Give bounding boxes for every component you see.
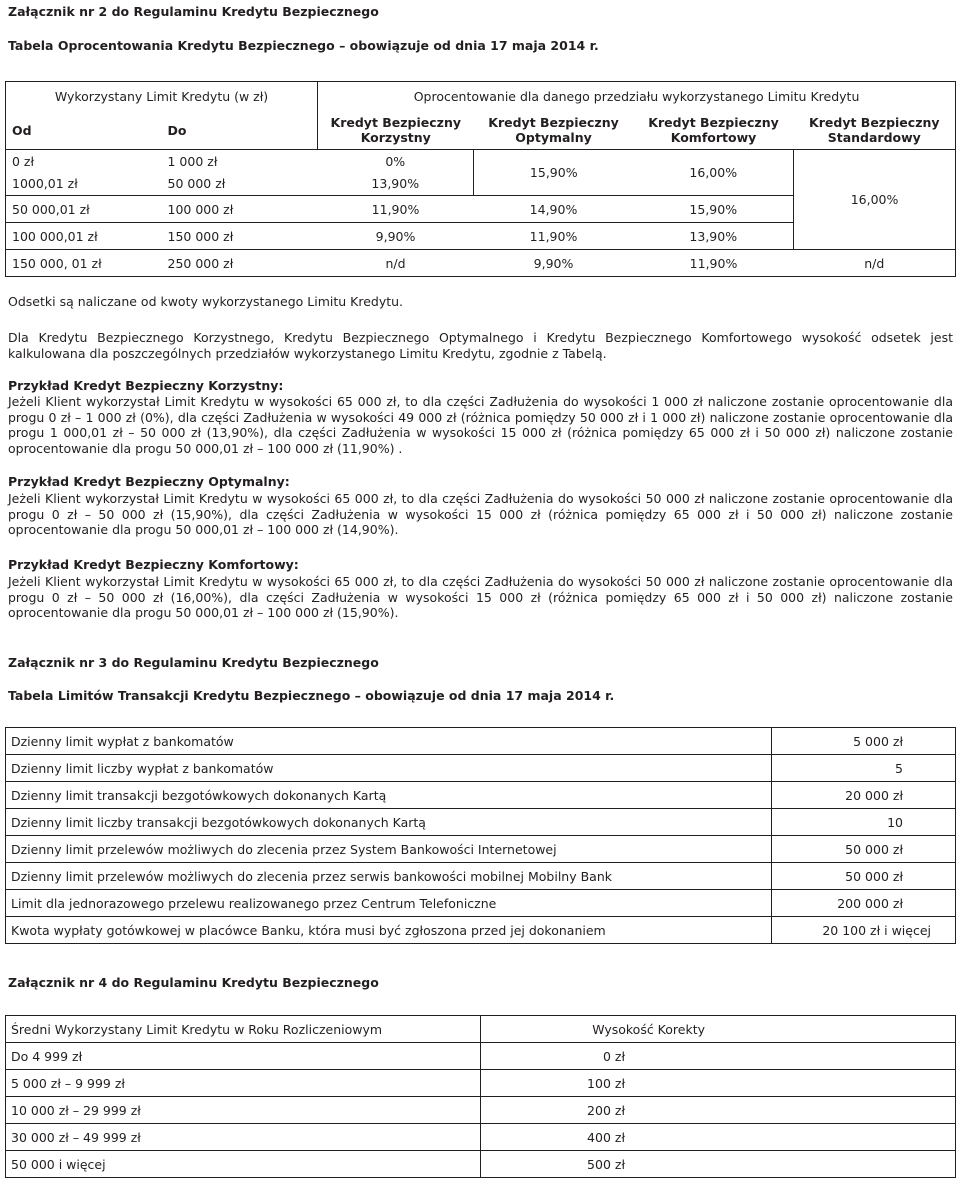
row-od: 1000,01 zł	[6, 173, 162, 196]
limit-value: 5	[772, 755, 956, 782]
row-standardowy: n/d	[794, 250, 956, 277]
table-row	[6, 782, 956, 809]
table-row	[6, 1097, 956, 1124]
row-optymalny: 9,90%	[474, 250, 634, 277]
limit-value: 200 000 zł	[772, 890, 956, 917]
optymalny-merged: 15,90%	[474, 150, 634, 196]
row-do: 50 000 zł	[162, 173, 318, 196]
avg-limit: 10 000 zł – 29 999 zł	[6, 1097, 481, 1124]
limit-value: 20 100 zł i więcej	[772, 917, 956, 944]
table-row	[6, 809, 956, 836]
row-korzystny: 13,90%	[318, 173, 474, 196]
row-od: 0 zł	[6, 150, 162, 173]
row-komfortowy: 13,90%	[634, 223, 794, 250]
limit-label: Dzienny limit wypłat z bankomatów	[6, 728, 772, 755]
row-do: 250 000 zł	[162, 250, 318, 277]
limit-label: Dzienny limit przelewów możliwych do zlecenia przez System Bankowości Internetowej	[6, 836, 772, 863]
table-row	[6, 917, 956, 944]
avg-limit: Do 4 999 zł	[6, 1043, 481, 1070]
row-optymalny: 14,90%	[474, 196, 634, 223]
row-do: 100 000 zł	[162, 196, 318, 223]
standardowy-merged: 16,00%	[794, 150, 956, 250]
example-optymalny-title: Przykład Kredyt Bezpieczny Optymalny:	[8, 474, 290, 489]
attachment-3-heading: Załącznik nr 3 do Regulaminu Kredytu Bezpiecznego	[8, 655, 379, 670]
transaction-limits-table	[5, 727, 956, 944]
optymalny-header: Kredyt Bezpieczny Optymalny	[474, 112, 634, 150]
avg-limit-header: Średni Wykorzystany Limit Kredytu w Roku Rozliczeniowym	[6, 1016, 481, 1043]
table-row	[6, 1124, 956, 1151]
table-row	[6, 728, 956, 755]
example-komfortowy-title: Przykład Kredyt Bezpieczny Komfortowy:	[8, 557, 299, 572]
row-od: 150 000, 01 zł	[6, 250, 162, 277]
rate-group-header: Oprocentowanie dla danego przedziału wykorzystanego Limitu Kredytu	[318, 82, 956, 112]
example-korzystny-text: Jeżeli Klient wykorzystał Limit Kredytu w wysokości 65 000 zł, to dla części Zadłużenia do wysokości 1 000 zł naliczone zostanie oprocentowanie dla progu 0 zł – 1 000 zł (0%), dla części Zadłużenia w wysokości 49 000 zł (różnica pomiędzy 50 000 zł i 1 000 zł) naliczone zostanie oprocentowanie dla progu 1 000,01 zł – 50 000 zł (13,90%), dla części Zadłużenia w wysokości 15 000 zł (różnica pomiędzy 65 000 zł i 50 000 zł) naliczone zostanie oprocentowanie dla progu 50 000,01 zł – 100 000 zł (11,90%) .	[8, 394, 953, 456]
correction-value: 400 zł	[481, 1124, 956, 1151]
limit-value: 50 000 zł	[772, 863, 956, 890]
table-row	[6, 836, 956, 863]
limit-label: Dzienny limit liczby wypłat z bankomatów	[6, 755, 772, 782]
correction-value: 0 zł	[481, 1043, 956, 1070]
row-do: 150 000 zł	[162, 223, 318, 250]
row-od: 100 000,01 zł	[6, 223, 162, 250]
table-row	[6, 1151, 956, 1178]
correction-value: 200 zł	[481, 1097, 956, 1124]
attachment-2-heading: Załącznik nr 2 do Regulaminu Kredytu Bezpiecznego	[8, 4, 379, 19]
komfortowy-header: Kredyt Bezpieczny Komfortowy	[634, 112, 794, 150]
table-row	[6, 890, 956, 917]
example-komfortowy-text: Jeżeli Klient wykorzystał Limit Kredytu w wysokości 65 000 zł, to dla części Zadłużenia do wysokości 50 000 zł naliczone zostanie oprocentowanie dla progu 0 zł – 50 000 zł (16,00%), dla części Zadłużenia w wysokości 15 000 zł (różnica pomiędzy 65 000 zł i 50 000 zł) naliczone zostanie oprocentowanie dla progu 50 000,01 zł – 100 000 zł (15,90%).	[8, 574, 953, 620]
attachment-4-heading: Załącznik nr 4 do Regulaminu Kredytu Bezpiecznego	[8, 975, 379, 990]
limit-label: Dzienny limit transakcji bezgotówkowych dokonanych Kartą	[6, 782, 772, 809]
interest-rate-table	[5, 81, 956, 277]
table-row	[6, 863, 956, 890]
interest-note: Odsetki są naliczane od kwoty wykorzystanego Limitu Kredytu.	[8, 294, 404, 309]
standardowy-header: Kredyt Bezpieczny Standardowy	[794, 112, 956, 150]
table-row	[6, 755, 956, 782]
table-row	[6, 150, 956, 173]
limits-table-title: Tabela Limitów Transakcji Kredytu Bezpiecznego – obowiązuje od dnia 17 maja 2014 r.	[8, 688, 615, 703]
limit-label: Dzienny limit przelewów możliwych do zlecenia przez serwis bankowości mobilnej Mobilny Bank	[6, 863, 772, 890]
row-od: 50 000,01 zł	[6, 196, 162, 223]
table-header-row	[6, 1016, 956, 1043]
limit-label: Limit dla jednorazowego przelewu realizowanego przez Centrum Telefoniczne	[6, 890, 772, 917]
table-row	[6, 1043, 956, 1070]
od-header: Od	[6, 112, 162, 150]
row-optymalny: 11,90%	[474, 223, 634, 250]
limit-group-header: Wykorzystany Limit Kredytu (w zł)	[6, 82, 318, 112]
limit-value: 10	[772, 809, 956, 836]
row-korzystny: 11,90%	[318, 196, 474, 223]
limit-value: 5 000 zł	[772, 728, 956, 755]
limit-label: Dzienny limit liczby transakcji bezgotówkowych dokonanych Kartą	[6, 809, 772, 836]
limit-value: 50 000 zł	[772, 836, 956, 863]
intro-paragraph: Dla Kredytu Bezpiecznego Korzystnego, Kredytu Bezpiecznego Optymalnego i Kredytu Bezpiecznego Komfortowego wysokość odsetek jest kalkulowana dla poszczególnych przedziałów wykorzystanego Limitu Kredytu, zgodnie z Tabelą.	[8, 330, 953, 361]
avg-limit: 5 000 zł – 9 999 zł	[6, 1070, 481, 1097]
example-optymalny-text: Jeżeli Klient wykorzystał Limit Kredytu w wysokości 65 000 zł, to dla części Zadłużenia do wysokości 50 000 zł naliczone zostanie oprocentowanie dla progu 0 zł – 50 000 zł (15,90%), dla części Zadłużenia w wysokości 15 000 zł (różnica pomiędzy 65 000 zł i 50 000 zł) naliczone zostanie oprocentowanie dla progu 50 000,01 zł – 100 000 zł (14,90%).	[8, 491, 953, 537]
interest-table-title: Tabela Oprocentowania Kredytu Bezpiecznego – obowiązuje od dnia 17 maja 2014 r.	[8, 38, 599, 53]
correction-header: Wysokość Korekty	[481, 1016, 956, 1043]
table-row	[6, 1070, 956, 1097]
row-korzystny: 9,90%	[318, 223, 474, 250]
correction-value: 100 zł	[481, 1070, 956, 1097]
do-header: Do	[162, 112, 318, 150]
komfortowy-merged: 16,00%	[634, 150, 794, 196]
row-komfortowy: 15,90%	[634, 196, 794, 223]
row-korzystny: 0%	[318, 150, 474, 173]
example-korzystny-title: Przykład Kredyt Bezpieczny Korzystny:	[8, 378, 284, 393]
avg-limit: 30 000 zł – 49 999 zł	[6, 1124, 481, 1151]
correction-value: 500 zł	[481, 1151, 956, 1178]
correction-table	[5, 1015, 956, 1178]
limit-value: 20 000 zł	[772, 782, 956, 809]
row-komfortowy: 11,90%	[634, 250, 794, 277]
limit-label: Kwota wypłaty gotówkowej w placówce Banku, która musi być zgłoszona przed jej dokonaniem	[6, 917, 772, 944]
row-korzystny: n/d	[318, 250, 474, 277]
korzystny-header: Kredyt Bezpieczny Korzystny	[318, 112, 474, 150]
row-do: 1 000 zł	[162, 150, 318, 173]
table-row	[6, 250, 956, 277]
avg-limit: 50 000 i więcej	[6, 1151, 481, 1178]
